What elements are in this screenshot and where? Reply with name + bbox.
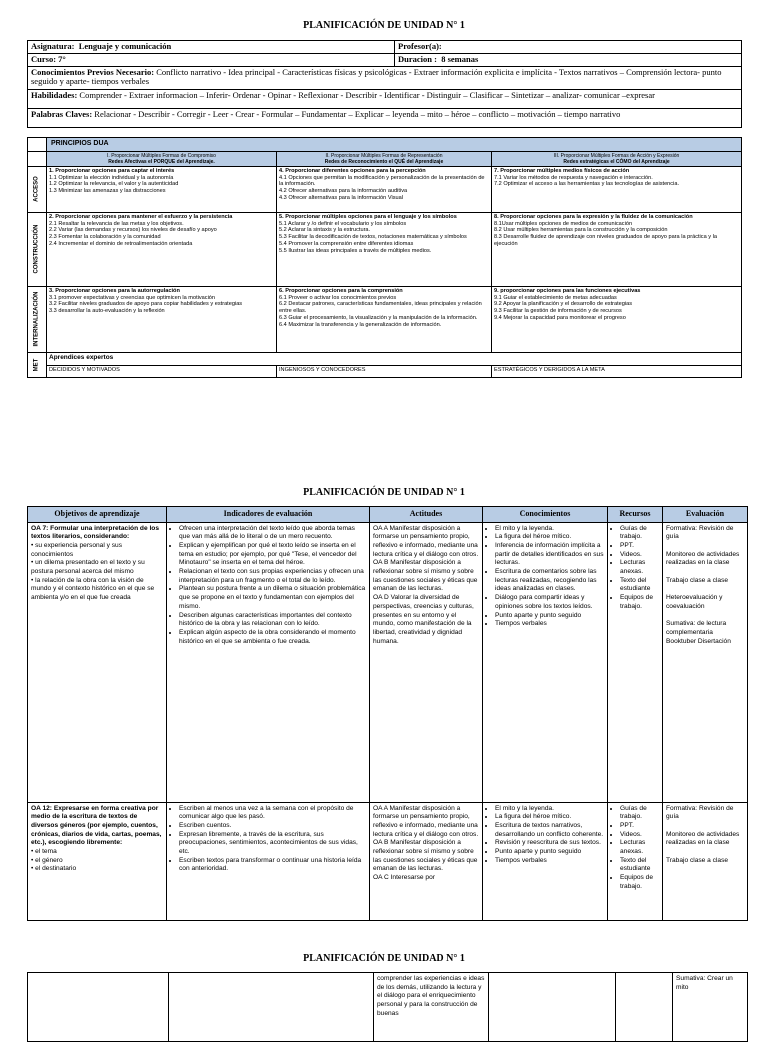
dua-col1-head: I. Proporcionar Múltiples Formas de Compromiso Redes Afectivas el PORQUE del Aprendizaje. xyxy=(47,151,277,166)
dua-row-internalizacion: INTERNALIZACIÓN 3. Proporcionar opciones para la autorregulación 3.1 promover expectativas y creencias que optimicen la motivación 3.2 Facilitar niveles graduados de apoyo para copiar habilidades y estrategias 3.3 desarrollar la auto-evaluación y la reflexión 6. Proporcionar opciones para la comprensión 6.1 Proveer o activar los conocimientos previos 6.2 Destacar patrones, características fundamentales, ideas principales y relación entre ellas. 6.3 Guiar el procesamiento, la visualización y la manipulación de la información. 6.4 Maximizar la transferencia y la generalización de información. 9. proporcionar opciones para las funciones ejecutivas 9.1 Guiar el establecimiento de metas adecuadas 9.2 Apoyar la planificación y el desarrollo de estrategias 9.3 Facilitar la gestión de información y de recursos 9.4 Mejorar la capacidad para monitorear el progreso xyxy=(28,286,742,352)
plan-table-page-3 xyxy=(27,972,748,1042)
page-title-2: PLANIFICACIÓN DE UNIDAD N° 1 xyxy=(303,487,465,498)
met-decididos: DECIDIDOS Y MOTIVADOS xyxy=(47,365,277,377)
met-ingeniosos: INGENIOSOS Y CONOCEDORES xyxy=(277,365,492,377)
habilidades-cell: Habilidades: Comprender - Extraer informacion – Inferir- Ordenar - Opinar - Reflexionar - Describir - Identificar - Distinguir – Clasificar – Sintetizar – analizar- comunicar –expresar xyxy=(28,89,742,108)
curso-cell: Curso: 7° xyxy=(28,53,395,66)
col-actitudes: Actitudes xyxy=(370,507,483,523)
met-estrategicos: ESTRATÉGICOS Y DERIGIDOS A LA META xyxy=(492,365,742,377)
profesor-cell: Profesor(a): xyxy=(395,41,742,54)
plan-row-oa12: OA 12: Expresarse en forma creativa por medio de la escritura de textos de diversos géneros (por ejemplo, cuentos, crónicas, diarios de vida, cartas, poemas, etc.), escogiendo libremente: • el tema • el género • el destinatario • Escriben al menos una vez a la semana con el propósito de comunicar algo que les pasó. • Escriben cuentos. • Expresan libremente, a través de la escritura, sus preocupaciones, sentimientos, acontecimientos de sus vidas, etc. • Escriben textos para transformar o continuar una historia leída con anterioridad. OA A Manifestar disposición a formarse un pensamiento propio, reflexivo e informado, mediante una lectura crítica y el diálogo con otros. OA B Manifestar disposición a reflexionar sobre sí mismo y sobre las cuestiones sociales y éticas que emanan de las lecturas. OA C Interesarse por • El mito y la leyenda. • La figura del héroe mítico. • Escritura de textos narrativos, desarrollando un conflicto coherente. • Revisión y reescritura de sus textos. • Punto aparte y punto seguido • Tiempos verbales • Guías de trabajo. • PPT. • Videos. • Lecturas anexas. • Texto del estudiante • Equipos de trabajo. Formativa: Revisión de guía Monitoreo de actividades realizadas en la clase Trabajo clase a clase xyxy=(28,802,748,920)
palabras-claves-cell: Palabras Claves: Relacionar - Describir - Corregir - Leer - Crear - Formular – Fundamentar – Explicar – leyenda – mito – héroe – conflicto – motivación – tiempo narrativo xyxy=(28,108,742,127)
met-title: Aprendices expertos xyxy=(47,352,742,365)
conocimientos-previos-cell: Conocimientos Previos Necesario: Conflicto narrativo - Idea principal - Características físicas y psicológicas - Extraer información explicita e implícita - Textos narrativos – Comprensión lectora- punto seguido y aparte- tiempos verbales xyxy=(28,66,742,89)
dua-row-met: MET Aprendices expertos xyxy=(28,352,742,365)
col-indicadores: Indicadores de evaluación xyxy=(167,507,370,523)
col-recursos: Recursos xyxy=(608,507,663,523)
page-title-1: PLANIFICACIÓN DE UNIDAD N° 1 xyxy=(303,20,465,31)
dua-col2-head: II. Proporcionar Múltiples Formas de Representación Redes de Reconocimiento el QUÉ del Aprendizaje xyxy=(277,151,492,166)
unit-header-table xyxy=(27,40,742,128)
dua-principles-table xyxy=(27,137,742,378)
dua-row-acceso: ACCESO 1. Proporcionar opciones para captar el interés 1.1 Optimizar la elección individual y la autonomía 1.2 Optimizar la relevancia, el valor y la autenticidad 1.3 Minimizar las amenazas y las distracciones 4. Proporcionar diferentes opciones para la percepción 4.1 Opciones que permitan la modificación y personalización de la presentación de la información. 4.2 Ofrecer alternativas para la información auditiva 4.3 Ofrecer alternativas para la información Visual 7. Proporcionar múltiples medios físicos de acción 7.1 Variar los métodos de respuesta y navegación e interacción. 7.2 Optimizar el acceso a las herramientas y las tecnologías de asistencia. xyxy=(28,166,742,212)
page-title-3: PLANIFICACIÓN DE UNIDAD N° 1 xyxy=(303,953,465,964)
duracion-cell: Duracion : 8 semanas xyxy=(395,53,742,66)
plan-table-page-2 xyxy=(27,506,748,921)
col-evaluacion: Evaluación xyxy=(663,507,748,523)
plan-row-oa7: OA 7: Formular una interpretación de los textos literarios, considerando: • su experiencia personal y sus conocimientos • un dilema presentado en el texto y su postura personal acerca del mismo • la relación de la obra con la visión de mundo y el contexto histórico en el que se ambienta y/o en el que fue creada • Ofrecen una interpretación del texto leído que aborda temas que van más allá de lo literal o de un mero recuento. • Explican y ejemplifican por qué el texto leído se inserta en el tema en estudio; por ejemplo, por qué "Tese, el vencedor del Minotauro" se inserta en el tema del héroe. • Relacionan el texto con sus propias experiencias y ofrecen una interpretación para un fragmento o el total de lo leído. • Plantean su postura frente a un dilema o situación problemática que se propone en el texto y fundamentan con ejemplos del mismo. • Describen algunas características importantes del contexto histórico de la obra y las relacionan con lo leído. • Explican algún aspecto de la obra considerando el momento histórico en el que se ambienta o fue creada. OA A Manifestar disposición a formarse un pensamiento propio, reflexivo e informado, mediante una lectura crítica y el diálogo con otros. OA B Manifestar disposición a reflexionar sobre sí mismo y sobre las cuestiones sociales y éticas que emanan de las lecturas. OA D Valorar la diversidad de perspectivas, creencias y culturas, presentes en su entorno y el mundo, como manifestación de la libertad, creatividad y dignidad humana. • El mito y la leyenda. • La figura del héroe mítico. • Inferencia de información implícita a partir de detalles identificados en sus lecturas. • Escritura de comentarios sobre las lecturas realizadas, recogiendo las ideas analizadas en clases. • Diálogo para compartir ideas y opiniones sobre los textos leídos. • Punto aparte y punto seguido • Tiempos verbales • Guías de trabajo. • PPT. • Videos. • Lecturas anexas. • Texto del estudiante • Equipos de trabajo. Formativa: Revisión de guía Monitoreo de actividades realizadas en la clase Trabajo clase a clase Heteroevaluación y coevaluación Sumativa: de lectura complementaria Booktuber Disertación xyxy=(28,522,748,802)
col-conocimientos: Conocimientos xyxy=(483,507,608,523)
asignatura-cell: Asignatura: Lenguaje y comunicación xyxy=(28,41,395,54)
dua-col3-head: III. Proporcionar Múltiples Formas de Acción y Expresión Redes estratégicas el CÓMO del Aprendizaje xyxy=(492,151,742,166)
plan-row-continuation: comprender las experiencias e ideas de los demás, utilizando la lectura y el diálogo para el enriquecimiento personal y para la construcción de buenas Sumativa: Crear un mito xyxy=(28,973,748,1042)
dua-row-construccion: CONSTRUCCIÓN 2. Proporcionar opciones para mantener el esfuerzo y la persistencia 2.1 Resaltar la relevancia de las metas y los objetivos. 2.2 Variar (las demandas y recursos) los niveles de desafío y apoyo 2.3 Fomentar la colaboración y la comunidad 2.4 Incrementar el dominio de retroalimentación orientada 5. Proporcionar múltiples opciones para el lenguaje y los símbolos 5.1 Aclarar y /o definir el vocabulario y los símbolos 5.2 Aclarar la sintaxis y la estructura. 5.3 Facilitar la decodificación de textos, notaciones matemáticas y símbolos 5.4 Promover la comprensión entre diferentes idiomas 5.5 Ilustrar las ideas principales a través de múltiples medios. 8. Proporcionar opciones para la expresión y la fluidez de la comunicación 8.1Usar múltiples opciones de medios de comunicación 8.2 Usar múltiples herramientas para la construcción y la composición 8.3 Desarrolle fluidez de aprendizaje con niveles graduados de apoyo para la práctica y la ejecución xyxy=(28,212,742,286)
dua-title: PRINCIPIOS DUA xyxy=(47,138,742,152)
col-objetivos: Objetivos de aprendizaje xyxy=(28,507,167,523)
